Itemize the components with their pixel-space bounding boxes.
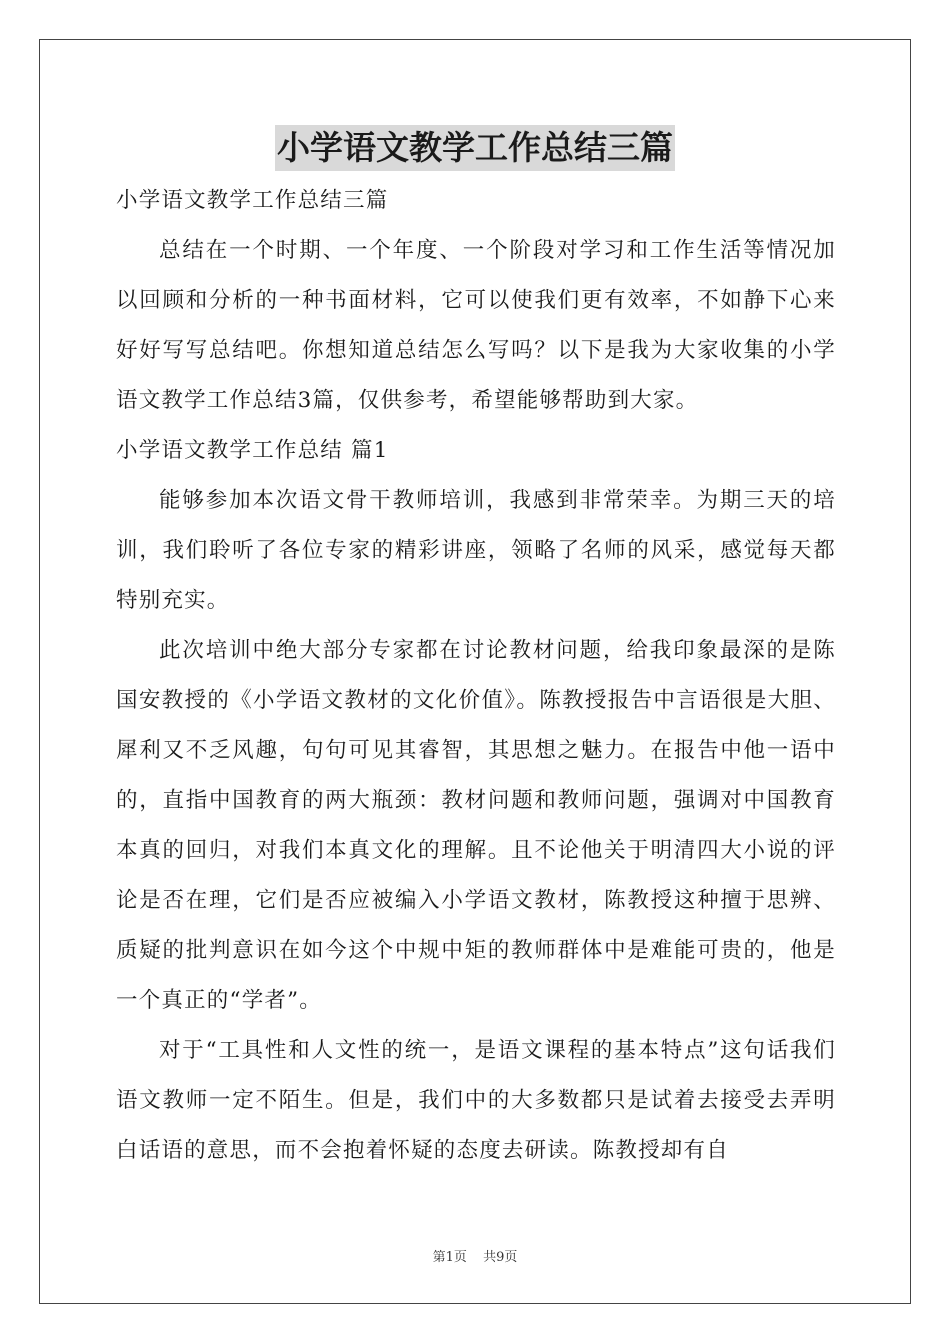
paragraph-3: 对于“工具性和人文性的统一，是语文课程的基本特点”这句话我们语文教师一定不陌生。但是，我们中的大多数都只是试着去接受去弄明白话语的意思，而不会抱着怀疑的态度去研读。陈教授却有自 <box>116 1038 836 1163</box>
document-subtitle: 小学语文教学工作总结三篇 <box>116 188 389 213</box>
title-container <box>0 125 950 171</box>
paragraph-intro: 总结在一个时期、一个年度、一个阶段对学习和工作生活等情况加以回顾和分析的一种书面材料，它可以使我们更有效率，不如静下心来好好写写总结吧。你想知道总结怎么写吗？以下是我为大家收集的小学语文教学工作总结3篇，仅供参考，希望能够帮助到大家。 <box>116 238 836 413</box>
document-body <box>116 176 836 1176</box>
paragraph-2: 此次培训中绝大部分专家都在讨论教材问题，给我印象最深的是陈国安教授的《小学语文教材的文化价值》。陈教授报告中言语很是大胆、犀利又不乏风趣，句句可见其睿智，其思想之魅力。在报告中他一语中的，直指中国教育的两大瓶颈：教材问题和教师问题，强调对中国教育本真的回归，对我们本真文化的理解。且不论他关于明清四大小说的评论是否在理，它们是否应被编入小学语文教材，陈教授这种擅于思辨、质疑的批判意识在如今这个中规中矩的教师群体中是难能可贵的，他是一个真正的“学者”。 <box>116 638 836 1013</box>
document-title: 小学语文教学工作总结三篇 <box>275 125 675 171</box>
paragraph-1: 能够参加本次语文骨干教师培训，我感到非常荣幸。为期三天的培训，我们聆听了各位专家的精彩讲座，领略了名师的风采，感觉每天都特别充实。 <box>116 488 836 613</box>
section-heading: 小学语文教学工作总结 篇1 <box>116 438 389 463</box>
page-number-total: 共9页 <box>483 1250 518 1265</box>
page-number-current: 第1页 <box>432 1250 467 1265</box>
page-footer <box>0 1246 950 1265</box>
